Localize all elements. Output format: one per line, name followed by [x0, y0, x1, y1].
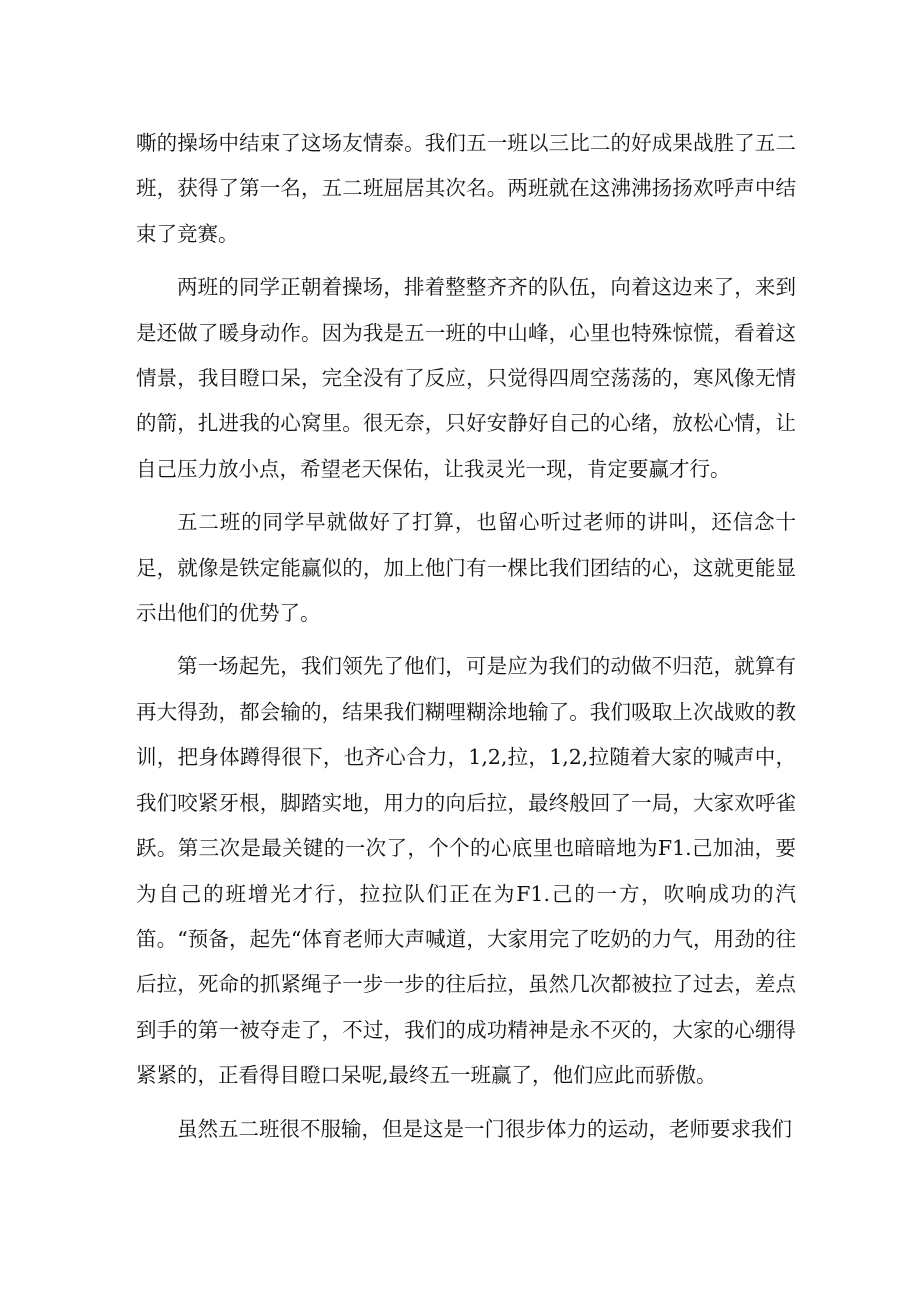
- paragraph-1: 嘶的操场中结束了这场友情泰。我们五一班以三比二的好成果战胜了五二班，获得了第一名，五二班屈居其次名。两班就在这沸沸扬扬欢呼声中结束了竞赛。: [136, 131, 796, 246]
- paragraph-5: 虽然五二班很不服输，但是这是一门很步体力的运动，老师要求我们: [177, 1116, 792, 1141]
- paragraph-3: 五二班的同学早就做好了打算，也留心听过老师的讲叫，还信念十足，就像是铁定能赢似的，加上他门有一棵比我们团结的心，这就更能显示出他们的优势了。: [136, 510, 796, 626]
- paragraph-4: 第一场起先，我们领先了他们，可是应为我们的动做不归范，就算有再大得劲，都会输的，结果我们糊哩糊涂地输了。我们吸取上次战败的教训，把身体蹲得很下，也齐心合力，1,2,拉，1,2,拉随着大家的喊声中，我们咬紧牙根，脚踏实地，用力的向后拉，最终般回了一局，大家欢呼雀跃。第三次是最关键的一次了，个个的心底里也暗暗地为F1.己加油，要为自己的班增光才行，拉拉队们正在为F1.己的一方，吹响成功的汽笛。“预备，起先“体育老师大声喊道，大家用完了吃奶的力气，用劲的往后拉，死命的抓紧绳子一步一步的往后拉，虽然几次都被拉了过去，差点到手的第一被夺走了，不过，我们的成功精神是永不灭的，大家的心绷得紧紧的，正看得目瞪口呆呢,最终五一班赢了，他们应此而骄傲。: [136, 654, 796, 1088]
- paragraph-2: 两班的同学正朝着操场，排着整整齐齐的队伍，向着这边来了，来到是还做了暖身动作。因为我是五一班的中山峰，心里也特殊惊慌，看着这情景，我目瞪口呆，完全没有了反应，只觉得四周空荡荡的，寒风像无情的箭，扎进我的心窝里。很无奈，只好安静好自己的心绪，放松心情，让自己压力放小点，希望老天保佑，让我灵光一现，肯定要赢才行。: [136, 275, 796, 481]
- body-text: [136, 121, 796, 1160]
